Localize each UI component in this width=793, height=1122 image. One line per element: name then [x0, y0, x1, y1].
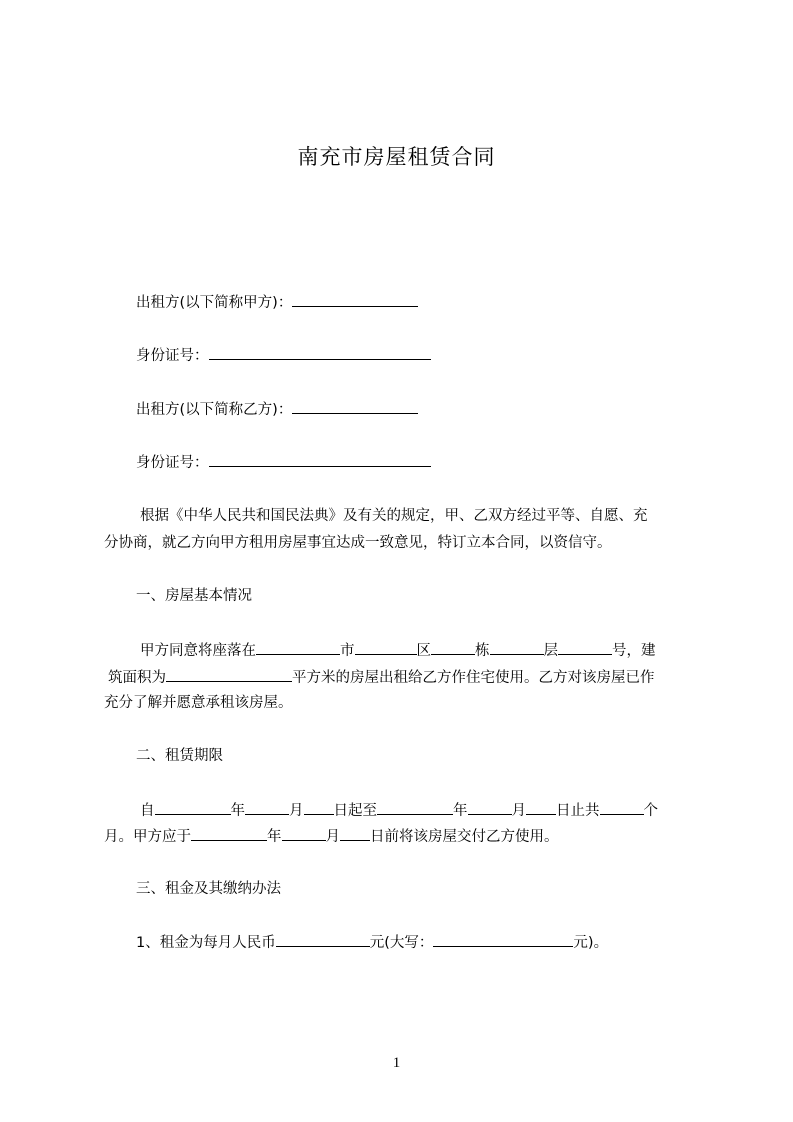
s3-text: 元(大写： — [369, 935, 434, 951]
s2-text: 月 — [289, 803, 304, 819]
s1-text: 栋 — [475, 643, 490, 659]
section2-line-2 — [104, 826, 704, 847]
section1-line-2 — [108, 667, 708, 688]
s2-text: 日起至 — [333, 803, 377, 819]
delivery-day-blank[interactable] — [340, 826, 370, 841]
start-day-blank[interactable] — [304, 800, 334, 815]
s2-text: 月 — [511, 803, 526, 819]
area-blank[interactable] — [166, 667, 292, 682]
lessor-label: 出租方(以下简称甲方)： — [136, 295, 293, 311]
document-title: 南充市房屋租赁合同 — [297, 145, 496, 169]
end-month-blank[interactable] — [468, 800, 512, 815]
s2-text: 月 — [325, 829, 340, 845]
floor-blank[interactable] — [490, 640, 544, 655]
s2-text: 日止共 — [556, 803, 600, 819]
district-blank[interactable] — [355, 640, 417, 655]
lessee-line — [136, 399, 736, 420]
page-number: 1 — [392, 1055, 401, 1071]
lessor-id-blank[interactable] — [209, 345, 431, 360]
start-month-blank[interactable] — [245, 800, 289, 815]
section1-line-3: 充分了解并愿意承租该房屋。 — [104, 695, 293, 711]
lessor-id-label: 身份证号： — [136, 348, 209, 364]
unit-blank[interactable] — [558, 640, 612, 655]
lessor-line — [136, 292, 736, 313]
s2-text: 自 — [140, 803, 155, 819]
s2-text: 月。甲方应于 — [104, 829, 191, 845]
section2-heading: 二、租赁期限 — [136, 748, 223, 764]
city-blank[interactable] — [256, 640, 340, 655]
lessee-id-line — [136, 452, 736, 473]
s1-text: 筑面积为 — [108, 670, 166, 686]
section2-line-1 — [140, 800, 700, 821]
s3-text: 元)。 — [573, 935, 609, 951]
end-day-blank[interactable] — [526, 800, 556, 815]
section3-line-1 — [136, 932, 736, 953]
lessor-id-line — [136, 345, 736, 366]
lessee-label: 出租方(以下简称乙方)： — [136, 402, 293, 418]
s3-text: 1、租金为每月人民币 — [136, 935, 276, 951]
s1-text: 区 — [416, 643, 431, 659]
lessee-id-label: 身份证号： — [136, 455, 209, 471]
s1-text: 平方米的房屋出租给乙方作住宅使用。乙方对该房屋已作 — [292, 670, 655, 686]
months-blank[interactable] — [600, 800, 644, 815]
preamble-line-2: 分协商，就乙方向甲方租用房屋事宜达成一致意见，特订立本合同，以资信守。 — [104, 535, 612, 551]
delivery-month-blank[interactable] — [282, 826, 326, 841]
lessee-blank[interactable] — [292, 399, 418, 414]
s1-text: 甲方同意将座落在 — [140, 643, 256, 659]
lessee-id-blank[interactable] — [209, 452, 431, 467]
section1-line-1 — [140, 640, 700, 661]
s2-text: 年 — [230, 803, 245, 819]
building-blank[interactable] — [431, 640, 475, 655]
section1-heading: 一、房屋基本情况 — [136, 588, 252, 604]
section3-heading: 三、租金及其缴纳办法 — [136, 881, 281, 897]
end-year-blank[interactable] — [377, 800, 453, 815]
s2-text: 年 — [267, 829, 282, 845]
rent-amount-blank[interactable] — [276, 932, 370, 947]
s2-text: 日前将该房屋交付乙方使用。 — [370, 829, 559, 845]
s2-text: 个 — [643, 803, 658, 819]
lessor-blank[interactable] — [292, 292, 418, 307]
start-year-blank[interactable] — [155, 800, 231, 815]
s1-text: 号，建 — [612, 643, 656, 659]
s1-text: 层 — [543, 643, 558, 659]
s1-text: 市 — [340, 643, 355, 659]
delivery-year-blank[interactable] — [191, 826, 267, 841]
rent-amount-words-blank[interactable] — [433, 932, 573, 947]
preamble-line-1: 根据《中华人民共和国民法典》及有关的规定，甲、乙双方经过平等、自愿、充 — [140, 508, 648, 524]
s2-text: 年 — [453, 803, 468, 819]
